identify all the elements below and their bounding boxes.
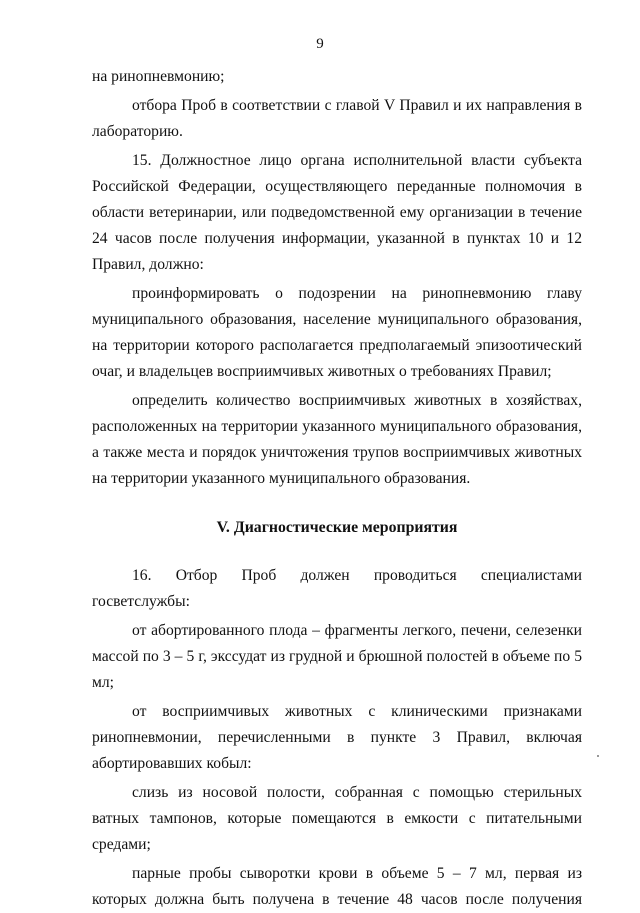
scan-speck <box>597 755 599 757</box>
paragraph-item-15: 15. Должностное лицо органа исполнительной власти субъекта Российской Федерации, осуществляющего переданные полномочия в области ветеринарии, или подведомственной ему организации в течение 24 часов после получения информации, указанной в пунктах 10 и 12 Правил, должно: <box>92 152 582 273</box>
paragraph-sample-selection: отбора Проб в соответствии с главой V Правил и их направления в лабораторию. <box>92 97 582 140</box>
paragraph-susceptible-animals: от восприимчивых животных с клиническими признаками ринопневмонии, перечисленными в пункте 3 Правил, включая абортировавших кобыл: <box>92 703 582 772</box>
page-number: 9 <box>316 36 324 52</box>
paragraph-blood-serum: парные пробы сыворотки крови в объеме 5 – 7 мл, первая из которых должна быть получена в течение 48 часов после получения <box>92 865 582 908</box>
paragraph-nasal-mucus: слизь из носовой полости, собранная с помощью стерильных ватных тампонов, которые помещаются в емкости с питательными средами; <box>92 784 582 853</box>
paragraph-aborted-fetus: от абортированного плода – фрагменты легкого, печени, селезенки массой по 3 – 5 г, экссудат из грудной и брюшной полостей в объеме по 5 мл; <box>92 622 582 691</box>
paragraph-inform: проинформировать о подозрении на ринопневмонию главу муниципального образования, население муниципального образования, на территории которого располагается предполагаемый эпизоотический очаг, и владельцев восприимчивых животных о требованиях Правил; <box>92 285 582 380</box>
document-body <box>92 64 582 913</box>
paragraph-item-16: 16. Отбор Проб должен проводиться специалистами госветслужбы: <box>92 567 582 610</box>
paragraph-determine: определить количество восприимчивых животных в хозяйствах, расположенных на территории указанного муниципального образования, а также места и порядок уничтожения трупов восприимчивых животных на территории указанного муниципального образования. <box>92 392 582 487</box>
section-heading: V. Диагностические мероприятия <box>216 519 458 536</box>
paragraph-continuation: на ринопневмонию; <box>92 68 225 85</box>
